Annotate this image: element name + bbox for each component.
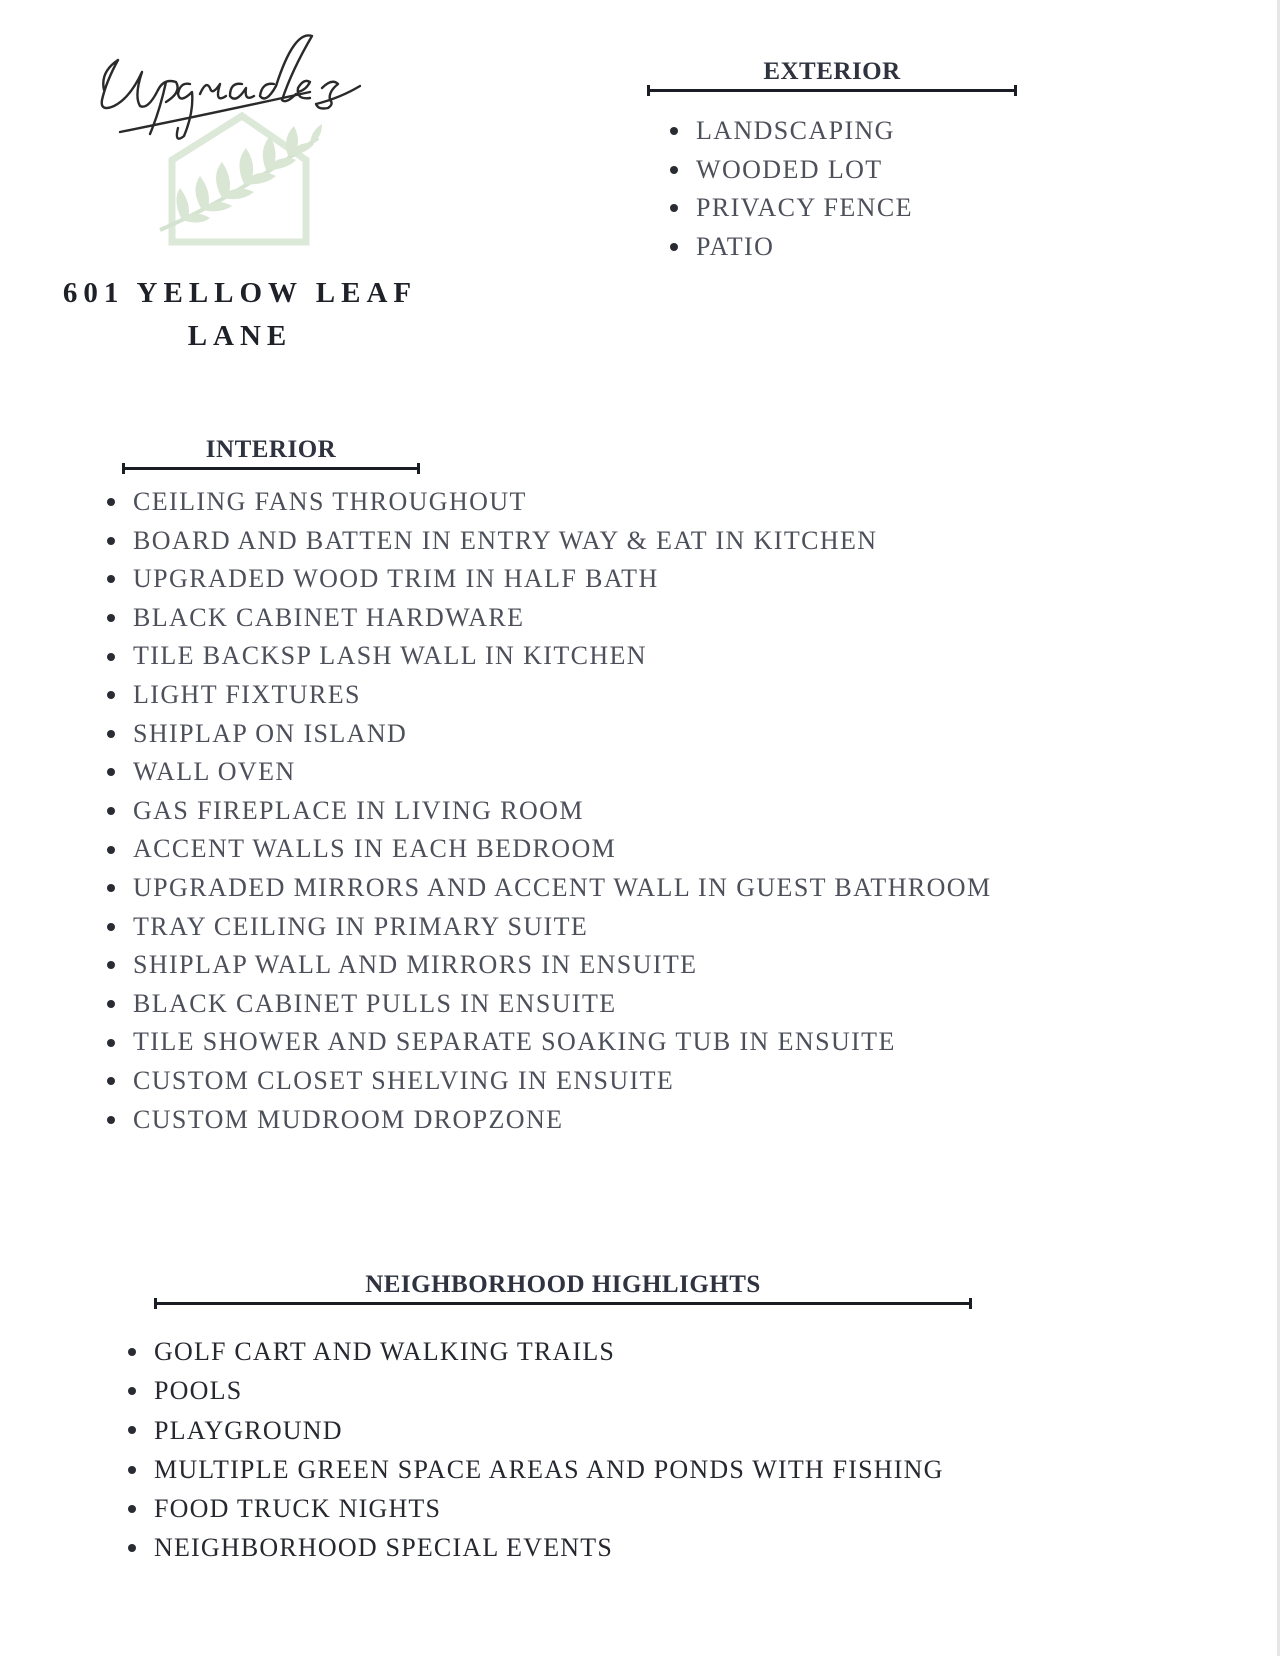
- list-item: WALL OVEN: [133, 753, 992, 792]
- list-item: UPGRADED MIRRORS AND ACCENT WALL IN GUEST BATHROOM: [133, 869, 992, 908]
- list-item: UPGRADED WOOD TRIM IN HALF BATH: [133, 560, 992, 599]
- upgrades-logo: [60, 20, 420, 260]
- list-item: TILE BACKSP LASH WALL IN KITCHEN: [133, 637, 992, 676]
- list-item: GAS FIREPLACE IN LIVING ROOM: [133, 792, 992, 831]
- list-item: CEILING FANS THROUGHOUT: [133, 483, 992, 522]
- list-item: BLACK CABINET PULLS IN ENSUITE: [133, 985, 992, 1024]
- list-item: SHIPLAP WALL AND MIRRORS IN ENSUITE: [133, 946, 992, 985]
- list-item: WOODED LOT: [696, 151, 913, 190]
- list-item: PRIVACY FENCE: [696, 189, 913, 228]
- list-item: SHIPLAP ON ISLAND: [133, 715, 992, 754]
- list-item: ACCENT WALLS IN EACH BEDROOM: [133, 830, 992, 869]
- list-item: BLACK CABINET HARDWARE: [133, 599, 992, 638]
- interior-title: INTERIOR: [205, 436, 337, 463]
- list-item: CUSTOM CLOSET SHELVING IN ENSUITE: [133, 1062, 992, 1101]
- property-address: 601 YELLOW LEAF LANE: [62, 277, 418, 352]
- list-item: FOOD TRUCK NIGHTS: [154, 1489, 944, 1528]
- neighborhood-list: [154, 1332, 944, 1568]
- neighborhood-title: NEIGHBORHOOD HIGHLIGHTS: [365, 1271, 761, 1298]
- interior-list: [133, 483, 992, 1139]
- house-with-leaf-icon: [60, 20, 420, 260]
- list-item: LIGHT FIXTURES: [133, 676, 992, 715]
- list-item: POOLS: [154, 1371, 944, 1410]
- list-item: PLAYGROUND: [154, 1411, 944, 1450]
- list-item: MULTIPLE GREEN SPACE AREAS AND PONDS WITH FISHING: [154, 1450, 944, 1489]
- list-item: PATIO: [696, 228, 913, 267]
- neighborhood-heading: [154, 1271, 972, 1305]
- list-item: TRAY CEILING IN PRIMARY SUITE: [133, 908, 992, 947]
- interior-underline: [122, 467, 420, 470]
- exterior-underline: [647, 89, 1017, 92]
- exterior-list: [696, 112, 913, 266]
- list-item: NEIGHBORHOOD SPECIAL EVENTS: [154, 1528, 944, 1567]
- list-item: GOLF CART AND WALKING TRAILS: [154, 1332, 944, 1371]
- list-item: BOARD AND BATTEN IN ENTRY WAY & EAT IN KITCHEN: [133, 522, 992, 561]
- list-item: LANDSCAPING: [696, 112, 913, 151]
- list-item: TILE SHOWER AND SEPARATE SOAKING TUB IN ENSUITE: [133, 1023, 992, 1062]
- neighborhood-underline: [154, 1302, 972, 1305]
- exterior-title: EXTERIOR: [763, 58, 901, 85]
- list-item: CUSTOM MUDROOM DROPZONE: [133, 1101, 992, 1140]
- interior-heading: [122, 436, 420, 470]
- exterior-heading: [647, 58, 1017, 92]
